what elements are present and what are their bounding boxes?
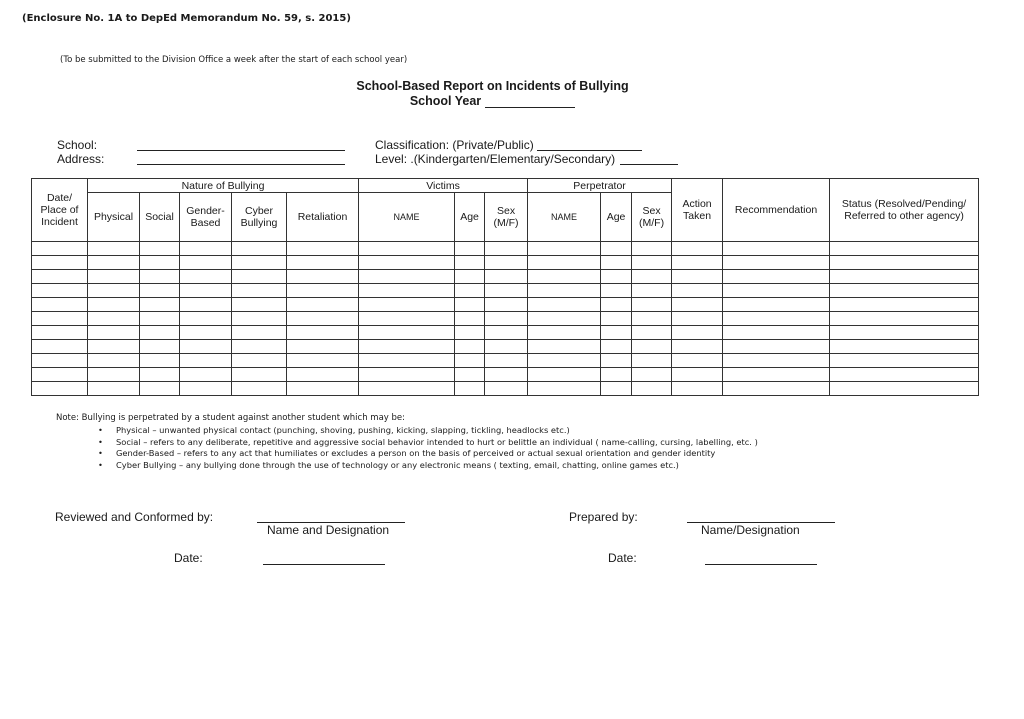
table-cell[interactable] xyxy=(455,270,485,284)
table-cell[interactable] xyxy=(32,242,88,256)
table-cell[interactable] xyxy=(180,242,232,256)
table-cell[interactable] xyxy=(601,298,632,312)
table-cell[interactable] xyxy=(632,298,672,312)
table-cell[interactable] xyxy=(455,340,485,354)
table-cell[interactable] xyxy=(528,368,601,382)
table-cell[interactable] xyxy=(528,354,601,368)
table-cell[interactable] xyxy=(32,298,88,312)
table-cell[interactable] xyxy=(88,368,140,382)
table-cell[interactable] xyxy=(287,284,359,298)
table-cell[interactable] xyxy=(672,340,723,354)
col-cyber-bullying: Cyber Bullying xyxy=(232,193,287,242)
table-cell[interactable] xyxy=(632,354,672,368)
table-cell[interactable] xyxy=(601,242,632,256)
col-date-place: Date/ Place of Incident xyxy=(32,179,88,242)
table-cell[interactable] xyxy=(485,368,528,382)
table-cell[interactable] xyxy=(528,284,601,298)
classification-label: Classification: (Private/Public) xyxy=(375,138,534,152)
table-cell[interactable] xyxy=(723,368,830,382)
table-cell[interactable] xyxy=(672,298,723,312)
table-cell[interactable] xyxy=(601,368,632,382)
table-cell[interactable] xyxy=(528,340,601,354)
table-cell[interactable] xyxy=(830,326,979,340)
school-year-label: School Year xyxy=(409,94,482,108)
table-cell[interactable] xyxy=(140,284,180,298)
table-cell[interactable] xyxy=(485,298,528,312)
table-cell[interactable] xyxy=(528,382,601,396)
table-cell[interactable] xyxy=(672,382,723,396)
address-label: Address: xyxy=(57,152,105,166)
col-physical: Physical xyxy=(88,193,140,242)
reviewer-name-caption: Name and Designation xyxy=(267,523,390,537)
group-perpetrator: Perpetrator xyxy=(528,179,672,193)
table-cell[interactable] xyxy=(180,340,232,354)
note-item-physical: • Physical – unwanted physical contact (punching, shoving, pushing, kicking, slapping, tickling, headlocks etc.) xyxy=(98,425,758,437)
school-year-blank[interactable] xyxy=(485,95,575,108)
table-cell[interactable] xyxy=(140,382,180,396)
table-cell[interactable] xyxy=(830,242,979,256)
table-row xyxy=(32,368,979,382)
table-cell[interactable] xyxy=(287,368,359,382)
col-perpetrator-name: NAME xyxy=(528,193,601,242)
table-cell[interactable] xyxy=(601,382,632,396)
table-cell[interactable] xyxy=(455,368,485,382)
table-cell[interactable] xyxy=(455,298,485,312)
table-row xyxy=(32,256,979,270)
table-body xyxy=(32,242,979,396)
table-cell[interactable] xyxy=(632,242,672,256)
preparer-date-line[interactable] xyxy=(705,564,817,565)
table-cell[interactable] xyxy=(672,326,723,340)
table-cell[interactable] xyxy=(287,298,359,312)
table-cell[interactable] xyxy=(88,242,140,256)
table-cell[interactable] xyxy=(632,382,672,396)
table-row xyxy=(32,270,979,284)
table-cell[interactable] xyxy=(455,382,485,396)
table-row xyxy=(32,382,979,396)
table-cell[interactable] xyxy=(723,326,830,340)
col-action-taken: Action Taken xyxy=(672,179,723,242)
table-cell[interactable] xyxy=(485,340,528,354)
table-cell[interactable] xyxy=(88,340,140,354)
table-cell[interactable] xyxy=(359,284,455,298)
table-cell[interactable] xyxy=(830,354,979,368)
table-cell[interactable] xyxy=(232,382,287,396)
note-intro: Note: Bullying is perpetrated by a student against another student which may be: xyxy=(56,413,406,423)
table-cell[interactable] xyxy=(140,298,180,312)
table-cell[interactable] xyxy=(140,368,180,382)
col-recommendation: Recommendation xyxy=(723,179,830,242)
table-cell[interactable] xyxy=(359,326,455,340)
reviewed-label: Reviewed and Conformed by: xyxy=(55,510,214,524)
table-cell[interactable] xyxy=(672,284,723,298)
table-cell[interactable] xyxy=(632,312,672,326)
table-cell[interactable] xyxy=(632,340,672,354)
table-cell[interactable] xyxy=(830,382,979,396)
table-cell[interactable] xyxy=(32,354,88,368)
table-cell[interactable] xyxy=(632,284,672,298)
table-cell[interactable] xyxy=(232,242,287,256)
table-cell[interactable] xyxy=(88,326,140,340)
classification-blank[interactable] xyxy=(537,150,642,151)
table-cell[interactable] xyxy=(180,354,232,368)
table-cell[interactable] xyxy=(32,312,88,326)
table-cell[interactable] xyxy=(232,256,287,270)
table-cell[interactable] xyxy=(232,312,287,326)
table-cell[interactable] xyxy=(287,382,359,396)
note-list xyxy=(98,425,758,471)
table-cell[interactable] xyxy=(485,284,528,298)
table-cell[interactable] xyxy=(140,326,180,340)
col-social: Social xyxy=(140,193,180,242)
table-row xyxy=(32,312,979,326)
enclosure-note: (Enclosure No. 1A to DepEd Memorandum No. 59, s. 2015) xyxy=(22,13,351,24)
table-cell[interactable] xyxy=(672,242,723,256)
table-cell[interactable] xyxy=(287,270,359,284)
table-cell[interactable] xyxy=(180,270,232,284)
table-cell[interactable] xyxy=(88,284,140,298)
table-cell[interactable] xyxy=(830,270,979,284)
table-cell[interactable] xyxy=(88,382,140,396)
table-row xyxy=(32,298,979,312)
table-cell[interactable] xyxy=(88,270,140,284)
table-cell[interactable] xyxy=(672,256,723,270)
school-blank[interactable] xyxy=(137,150,345,151)
table-cell[interactable] xyxy=(455,312,485,326)
table-cell[interactable] xyxy=(140,312,180,326)
table-cell[interactable] xyxy=(830,284,979,298)
table-cell[interactable] xyxy=(723,382,830,396)
table-cell[interactable] xyxy=(180,284,232,298)
table-cell[interactable] xyxy=(287,242,359,256)
preparer-date-label: Date: xyxy=(608,551,637,565)
table-row xyxy=(32,326,979,340)
table-cell[interactable] xyxy=(723,298,830,312)
table-cell[interactable] xyxy=(528,242,601,256)
table-cell[interactable] xyxy=(455,256,485,270)
group-nature-of-bullying: Nature of Bullying xyxy=(88,179,359,193)
col-perpetrator-age: Age xyxy=(601,193,632,242)
table-cell[interactable] xyxy=(359,270,455,284)
table-cell[interactable] xyxy=(830,368,979,382)
table-cell[interactable] xyxy=(359,312,455,326)
level-label: Level: .(Kindergarten/Elementary/Secondary) xyxy=(375,152,616,166)
table-cell[interactable] xyxy=(140,270,180,284)
table-cell[interactable] xyxy=(359,340,455,354)
table-cell[interactable] xyxy=(485,382,528,396)
table-cell[interactable] xyxy=(830,256,979,270)
table-cell[interactable] xyxy=(830,340,979,354)
table-cell[interactable] xyxy=(723,270,830,284)
table-cell[interactable] xyxy=(455,326,485,340)
table-cell[interactable] xyxy=(485,326,528,340)
note-item-social: • Social – refers to any deliberate, repetitive and aggressive social behavior intended to hurt or belittle an individual ( name-calling, cursing, labelling, etc. ) xyxy=(98,437,758,449)
table-cell[interactable] xyxy=(140,354,180,368)
table-cell[interactable] xyxy=(528,256,601,270)
table-cell[interactable] xyxy=(632,270,672,284)
table-cell[interactable] xyxy=(32,326,88,340)
table-cell[interactable] xyxy=(232,270,287,284)
table-cell[interactable] xyxy=(455,242,485,256)
table-cell[interactable] xyxy=(672,368,723,382)
table-cell[interactable] xyxy=(140,340,180,354)
table-cell[interactable] xyxy=(723,340,830,354)
table-cell[interactable] xyxy=(32,340,88,354)
col-status: Status (Resolved/Pending/ Referred to other agency) xyxy=(830,179,979,242)
col-victim-name: NAME xyxy=(359,193,455,242)
table-cell[interactable] xyxy=(32,270,88,284)
col-victim-sex: Sex (M/F) xyxy=(485,193,528,242)
table-row xyxy=(32,284,979,298)
table-cell[interactable] xyxy=(232,340,287,354)
preparer-name-caption: Name/Designation xyxy=(701,523,800,537)
table-cell[interactable] xyxy=(287,326,359,340)
table-row xyxy=(32,242,979,256)
table-cell[interactable] xyxy=(88,256,140,270)
table-cell[interactable] xyxy=(287,354,359,368)
table-cell[interactable] xyxy=(359,298,455,312)
table-cell[interactable] xyxy=(723,284,830,298)
table-cell[interactable] xyxy=(455,284,485,298)
table-cell[interactable] xyxy=(672,312,723,326)
table-cell[interactable] xyxy=(287,340,359,354)
level-blank[interactable] xyxy=(620,164,678,165)
table-cell[interactable] xyxy=(830,312,979,326)
table-cell[interactable] xyxy=(88,354,140,368)
table-cell[interactable] xyxy=(528,312,601,326)
table-cell[interactable] xyxy=(528,326,601,340)
table-cell[interactable] xyxy=(672,354,723,368)
table-cell[interactable] xyxy=(180,256,232,270)
table-cell[interactable] xyxy=(723,354,830,368)
table-cell[interactable] xyxy=(601,326,632,340)
table-cell[interactable] xyxy=(32,382,88,396)
table-cell[interactable] xyxy=(88,298,140,312)
reviewer-date-line[interactable] xyxy=(263,564,385,565)
address-blank[interactable] xyxy=(137,164,345,165)
table-cell[interactable] xyxy=(232,354,287,368)
table-cell[interactable] xyxy=(32,284,88,298)
reviewer-date-label: Date: xyxy=(174,551,203,565)
table-cell[interactable] xyxy=(88,312,140,326)
table-cell[interactable] xyxy=(601,284,632,298)
table-cell[interactable] xyxy=(830,298,979,312)
table-cell[interactable] xyxy=(140,242,180,256)
table-cell[interactable] xyxy=(180,382,232,396)
group-victims: Victims xyxy=(359,179,528,193)
table-cell[interactable] xyxy=(528,270,601,284)
table-cell[interactable] xyxy=(601,256,632,270)
school-year-line xyxy=(0,94,985,108)
note-item-cyber-bullying: • Cyber Bullying – any bullying done through the use of technology or any electronic means ( texting, email, chatting, online games etc.) xyxy=(98,460,758,472)
table-cell[interactable] xyxy=(32,368,88,382)
table-cell[interactable] xyxy=(32,256,88,270)
table-cell[interactable] xyxy=(485,256,528,270)
table-cell[interactable] xyxy=(723,312,830,326)
table-cell[interactable] xyxy=(601,270,632,284)
col-perpetrator-sex: Sex (M/F) xyxy=(632,193,672,242)
table-cell[interactable] xyxy=(485,242,528,256)
submission-instruction: (To be submitted to the Division Office a week after the start of each school year) xyxy=(60,55,408,65)
bullying-report-table xyxy=(31,178,979,396)
table-cell[interactable] xyxy=(601,354,632,368)
table-group-header-row xyxy=(32,179,979,193)
table-cell[interactable] xyxy=(723,256,830,270)
table-cell[interactable] xyxy=(287,312,359,326)
col-retaliation: Retaliation xyxy=(287,193,359,242)
table-cell[interactable] xyxy=(485,270,528,284)
table-cell[interactable] xyxy=(632,368,672,382)
col-gender-based: Gender- Based xyxy=(180,193,232,242)
table-cell[interactable] xyxy=(232,326,287,340)
table-cell[interactable] xyxy=(180,368,232,382)
table-cell[interactable] xyxy=(359,256,455,270)
table-cell[interactable] xyxy=(180,312,232,326)
report-title: School-Based Report on Incidents of Bullying xyxy=(356,79,629,93)
table-cell[interactable] xyxy=(455,354,485,368)
table-cell[interactable] xyxy=(601,312,632,326)
table-cell[interactable] xyxy=(180,298,232,312)
table-row xyxy=(32,340,979,354)
table-cell[interactable] xyxy=(601,340,632,354)
prepared-label: Prepared by: xyxy=(569,510,638,524)
table-cell[interactable] xyxy=(632,256,672,270)
table-cell[interactable] xyxy=(723,242,830,256)
table-cell[interactable] xyxy=(485,354,528,368)
table-cell[interactable] xyxy=(232,298,287,312)
table-cell[interactable] xyxy=(140,256,180,270)
col-victim-age: Age xyxy=(455,193,485,242)
table-cell[interactable] xyxy=(485,312,528,326)
school-label: School: xyxy=(57,138,98,152)
table-cell[interactable] xyxy=(359,354,455,368)
table-cell[interactable] xyxy=(359,368,455,382)
table-cell[interactable] xyxy=(232,284,287,298)
table-cell[interactable] xyxy=(232,368,287,382)
table-cell[interactable] xyxy=(528,298,601,312)
table-cell[interactable] xyxy=(359,382,455,396)
note-item-gender-based: • Gender-Based – refers to any act that humiliates or excludes a person on the basis of perceived or actual sexual orientation and gender identity xyxy=(98,448,758,460)
table-cell[interactable] xyxy=(632,326,672,340)
table-cell[interactable] xyxy=(287,256,359,270)
table-cell[interactable] xyxy=(180,326,232,340)
table-row xyxy=(32,354,979,368)
table-cell[interactable] xyxy=(359,242,455,256)
table-cell[interactable] xyxy=(672,270,723,284)
